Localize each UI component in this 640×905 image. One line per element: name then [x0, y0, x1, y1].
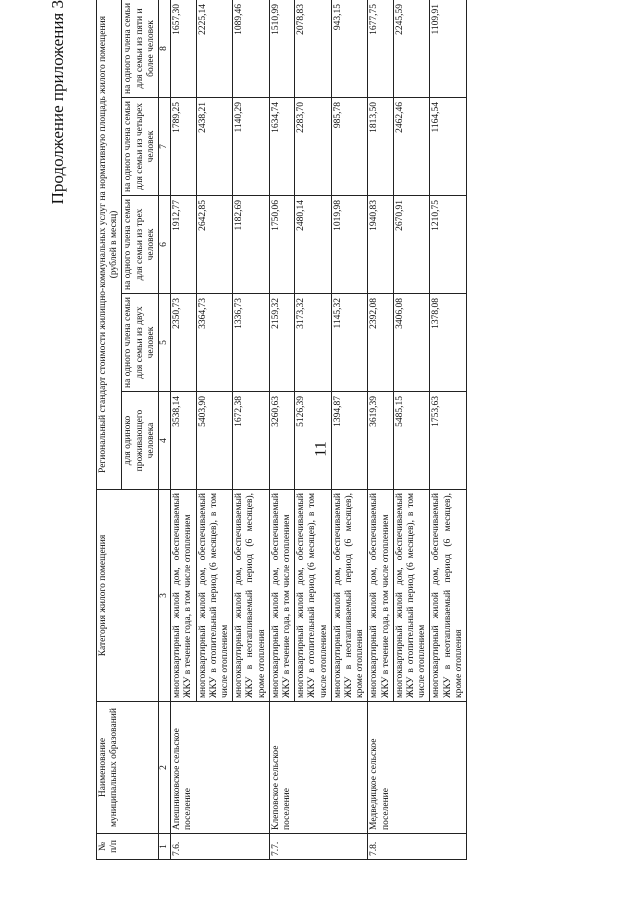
cost-value: 1019,98	[331, 196, 368, 294]
cost-value: 2350,73	[171, 294, 196, 392]
row-number: 7.8.	[368, 834, 467, 860]
cost-value: 3173,32	[295, 294, 332, 392]
cost-value: 2225,14	[196, 0, 233, 98]
cost-value: 1378,08	[430, 294, 467, 392]
cost-value: 1750,06	[269, 196, 294, 294]
cost-value: 1182,69	[233, 196, 270, 294]
column-number: 7	[159, 98, 171, 196]
cost-value: 1210,75	[430, 196, 467, 294]
housing-category: многоквартирный жилой дом, обеспечиваемый ЖКУ в неотапливаемый период (6 месяцев), кроме отопления	[233, 490, 270, 702]
cost-value: 1109,91	[430, 0, 467, 98]
housing-category: многоквартирный жилой дом, обеспечиваемый ЖКУ в отопительный период (6 месяцев), в том числе отоплением	[196, 490, 233, 702]
page-number: 11	[312, 441, 330, 457]
header-col8: на одного члена семьи для семьи из пяти и более человек	[122, 0, 159, 98]
cost-value: 3538,14	[171, 392, 196, 490]
cost-value: 2670,91	[393, 196, 430, 294]
column-number: 6	[159, 196, 171, 294]
cost-value: 5126,39	[295, 392, 332, 490]
cost-value: 2462,46	[393, 98, 430, 196]
municipality-name: Апешниковское сельское поселение	[171, 702, 270, 834]
cost-value: 3260,63	[269, 392, 294, 490]
header-standard-group: Региональный стандарт стоимости жилищно-коммунальных услуг на нормативную площадь жилого помещения (рублей в месяц)	[97, 0, 122, 490]
column-number: 5	[159, 294, 171, 392]
cost-value: 1789,25	[171, 98, 196, 196]
column-number: 1	[159, 834, 171, 860]
cost-value: 1940,83	[368, 196, 393, 294]
cost-value: 3364,73	[196, 294, 233, 392]
cost-value: 1145,32	[331, 294, 368, 392]
municipality-name: Клеповское сельское поселение	[269, 702, 368, 834]
cost-value: 1813,50	[368, 98, 393, 196]
housing-category: многоквартирный жилой дом, обеспечиваемый ЖКУ в течение года, в том числе отоплением	[368, 490, 393, 702]
column-number-row	[159, 0, 171, 860]
cost-value: 1510,99	[269, 0, 294, 98]
header-category: Категория жилого помещения	[97, 490, 159, 702]
housing-category: многоквартирный жилой дом, обеспечиваемый ЖКУ в отопительный период (6 месяцев), в том числе отоплением	[295, 490, 332, 702]
cost-value: 1753,63	[430, 392, 467, 490]
housing-category: многоквартирный жилой дом, обеспечиваемый ЖКУ в неотапливаемый период (6 месяцев), кроме отопления	[331, 490, 368, 702]
column-number: 8	[159, 0, 171, 98]
rotated-page-content	[48, 0, 586, 860]
cost-value: 1394,87	[331, 392, 368, 490]
column-number: 2	[159, 702, 171, 834]
table-row	[269, 0, 294, 860]
table-body	[171, 0, 467, 860]
housing-category: многоквартирный жилой дом, обеспечиваемый ЖКУ в отопительный период (6 месяцев), в том числе отоплением	[393, 490, 430, 702]
cost-value: 2438,21	[196, 98, 233, 196]
cost-value: 1164,54	[430, 98, 467, 196]
table-row	[171, 0, 196, 860]
cost-value: 2283,70	[295, 98, 332, 196]
municipality-name: Медведицкое сельское поселение	[368, 702, 467, 834]
header-col5: на одного члена семьи для семьи из двух человек	[122, 294, 159, 392]
header-name: Наименование муниципальных образований	[97, 702, 159, 834]
cost-value: 1672,38	[233, 392, 270, 490]
cost-value: 2245,59	[393, 0, 430, 98]
header-col4: для одиноко проживающего человека	[122, 392, 159, 490]
column-number: 3	[159, 490, 171, 702]
tariff-table	[96, 0, 467, 860]
cost-value: 2642,85	[196, 196, 233, 294]
cost-value: 2159,32	[269, 294, 294, 392]
cost-value: 1677,75	[368, 0, 393, 98]
cost-value: 3619,39	[368, 392, 393, 490]
header-col6: на одного члена семьи для семьи из трех человек	[122, 196, 159, 294]
housing-category: многоквартирный жилой дом, обеспечиваемый ЖКУ в течение года, в том числе отоплением	[171, 490, 196, 702]
cost-value: 1140,29	[233, 98, 270, 196]
cost-value: 1089,46	[233, 0, 270, 98]
cost-value: 985,78	[331, 98, 368, 196]
row-number: 7.7.	[269, 834, 368, 860]
cost-value: 943,15	[331, 0, 368, 98]
cost-value: 1634,74	[269, 98, 294, 196]
table-row	[368, 0, 393, 860]
cost-value: 2480,14	[295, 196, 332, 294]
cost-value: 2392,08	[368, 294, 393, 392]
row-number: 7.6.	[171, 834, 270, 860]
column-number: 4	[159, 392, 171, 490]
housing-category: многоквартирный жилой дом, обеспечиваемый ЖКУ в течение года, в том числе отоплением	[269, 490, 294, 702]
cost-value: 1912,77	[171, 196, 196, 294]
cost-value: 2078,83	[295, 0, 332, 98]
cost-value: 5485,15	[393, 392, 430, 490]
cost-value: 1657,30	[171, 0, 196, 98]
appendix-caption: Продолжение приложения 3	[48, 0, 67, 205]
cost-value: 3406,08	[393, 294, 430, 392]
cost-value: 1336,73	[233, 294, 270, 392]
housing-category: многоквартирный жилой дом, обеспечиваемый ЖКУ в неотапливаемый период (6 месяцев), кроме отопления	[430, 490, 467, 702]
cost-value: 5403,90	[196, 392, 233, 490]
header-num: № п/п	[97, 834, 159, 860]
header-col7: на одного члена семьи для семьи из четырех человек	[122, 98, 159, 196]
